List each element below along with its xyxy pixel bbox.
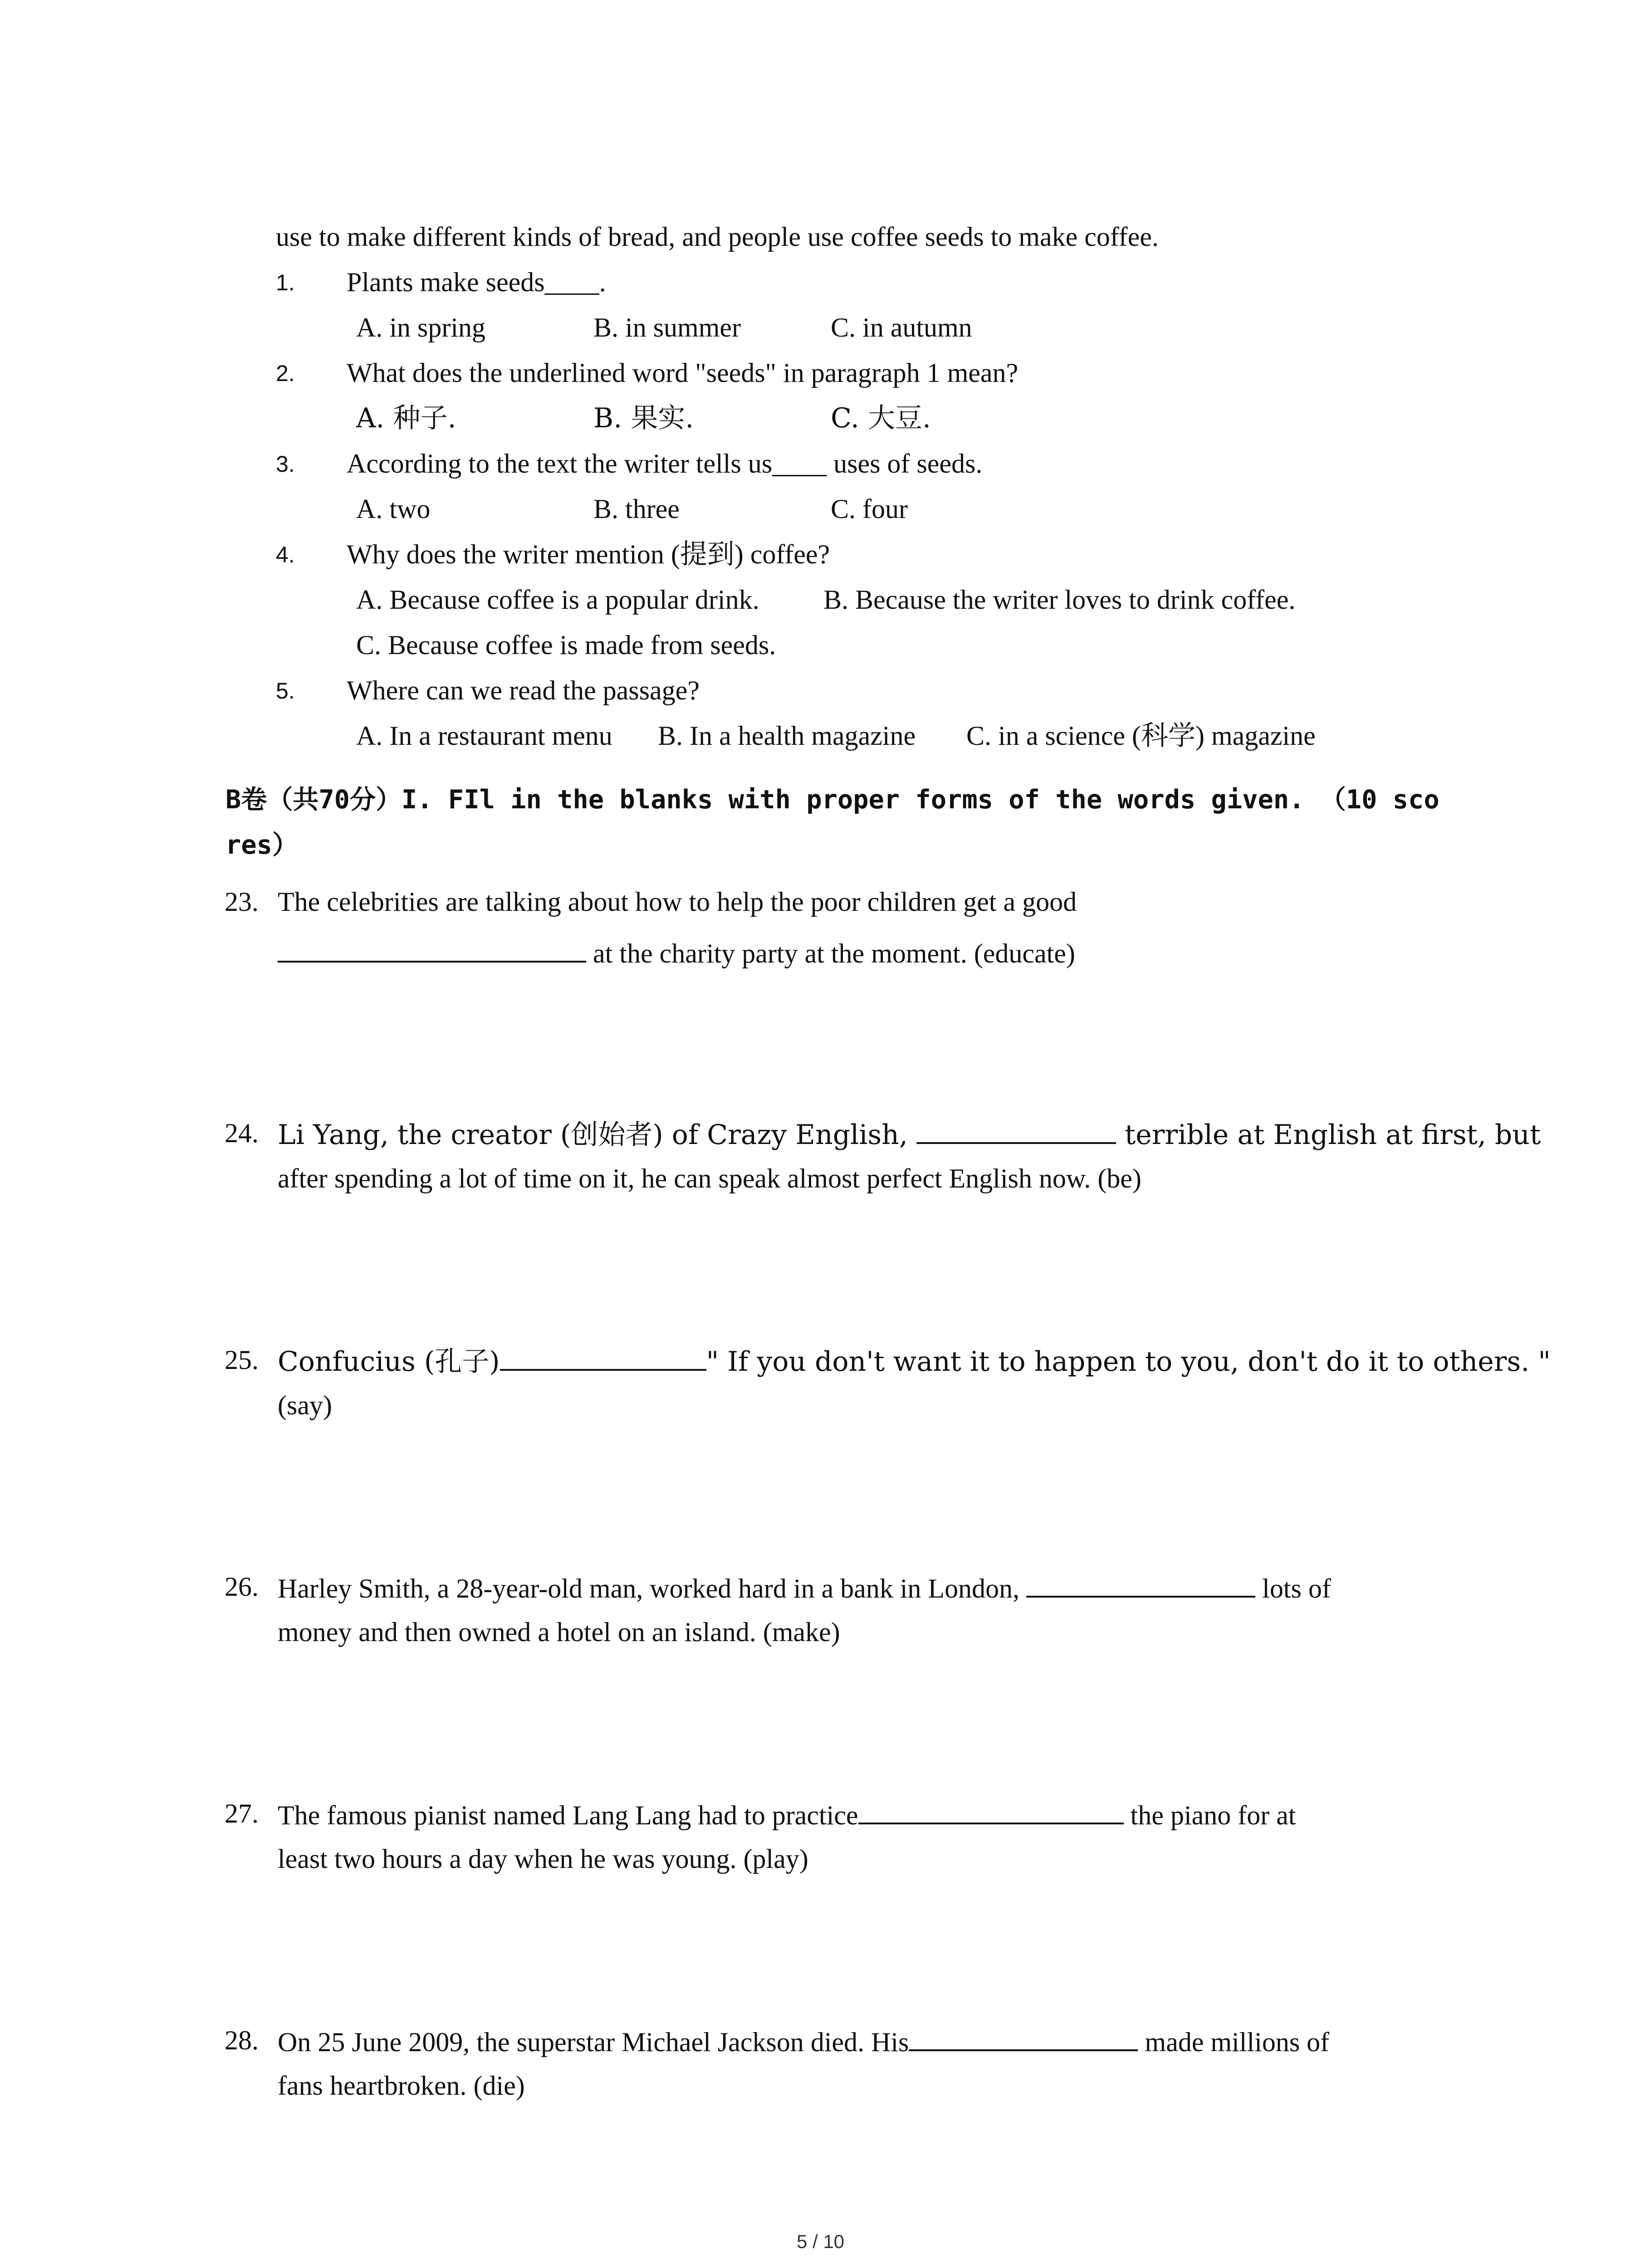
question-text: What does the underlined word "seeds" in paragraph 1 mean? — [347, 358, 1019, 388]
section-header: B卷（共70分）I. FIl in the blanks with proper forms of the words given. （10 sco — [225, 785, 1440, 815]
question-number: 5. — [276, 678, 295, 704]
option-b: B. Because the writer loves to drink coffee. — [823, 585, 1296, 615]
option-b: B. In a health magazine — [658, 721, 916, 751]
option-b: B. in summer — [593, 313, 741, 342]
answer-blank[interactable] — [1026, 1573, 1255, 1598]
option-a: A. Because coffee is a popular drink. — [356, 585, 759, 615]
answer-blank[interactable] — [500, 1346, 706, 1371]
option-c: C. Because coffee is made from seeds. — [356, 630, 776, 660]
question-number: 23. — [225, 887, 259, 917]
question-number: 2. — [276, 361, 295, 386]
question-line-1: On 25 June 2009, the superstar Michael Jackson died. His made millions of — [278, 2027, 1330, 2057]
question-number: 25. — [225, 1345, 259, 1375]
question-line-2: at the charity party at the moment. (educate) — [278, 938, 1075, 967]
option-a: A. In a restaurant menu — [356, 721, 612, 751]
question-text: Why does the writer mention (提到) coffee? — [347, 539, 830, 569]
option-c: C. four — [831, 494, 908, 524]
option-a: A. two — [356, 494, 431, 524]
question-number: 1. — [276, 270, 295, 295]
option-b: B. three — [593, 494, 680, 524]
option-c: C. 大豆. — [831, 402, 931, 434]
question-number: 4. — [276, 542, 295, 567]
question-line-2: after spending a lot of time on it, he can speak almost perfect English now. (be) — [278, 1163, 1141, 1193]
option-c: C. in autumn — [831, 313, 972, 342]
option-a: A. 种子. — [356, 402, 456, 434]
passage-tail: use to make different kinds of bread, and people use coffee seeds to make coffee. — [276, 222, 1159, 252]
question-line-1: The celebrities are talking about how to help the poor children get a good — [278, 887, 1077, 917]
question-number: 3. — [276, 451, 295, 477]
page-number: 5 / 10 — [796, 2231, 845, 2252]
answer-blank[interactable] — [278, 938, 586, 963]
question-number: 28. — [225, 2025, 259, 2055]
question-number: 24. — [225, 1118, 259, 1148]
question-number: 26. — [225, 1572, 259, 1602]
question-text: According to the text the writer tells us____ uses of seeds. — [347, 449, 983, 479]
question-line-1: Confucius (孔子) " If you don't want it to happen to you, don't do it to others. " — [278, 1346, 1551, 1378]
section-header-cont: res） — [225, 830, 298, 860]
option-a: A. in spring — [356, 313, 485, 342]
question-line-2: least two hours a day when he was young. (play) — [278, 1844, 808, 1874]
question-text: Where can we read the passage? — [347, 675, 700, 705]
answer-blank[interactable] — [858, 1800, 1124, 1824]
question-number: 27. — [225, 1799, 259, 1828]
question-line-2: (say) — [278, 1390, 332, 1420]
question-text: Plants make seeds____. — [347, 267, 606, 297]
answer-blank[interactable] — [909, 2027, 1138, 2051]
question-line-1: Li Yang, the creator (创始者) of Crazy English, terrible at English at first, but — [278, 1119, 1541, 1151]
question-line-1: Harley Smith, a 28-year-old man, worked hard in a bank in London, lots of — [278, 1574, 1331, 1603]
answer-blank[interactable] — [916, 1119, 1116, 1144]
question-line-2: fans heartbroken. (die) — [278, 2071, 525, 2101]
option-b: B. 果实. — [593, 402, 694, 434]
question-line-1: The famous pianist named Lang Lang had to practice the piano for at — [278, 1800, 1296, 1830]
question-line-2: money and then owned a hotel on an island. (make) — [278, 1617, 840, 1647]
option-c: C. in a science (科学) magazine — [966, 721, 1316, 751]
